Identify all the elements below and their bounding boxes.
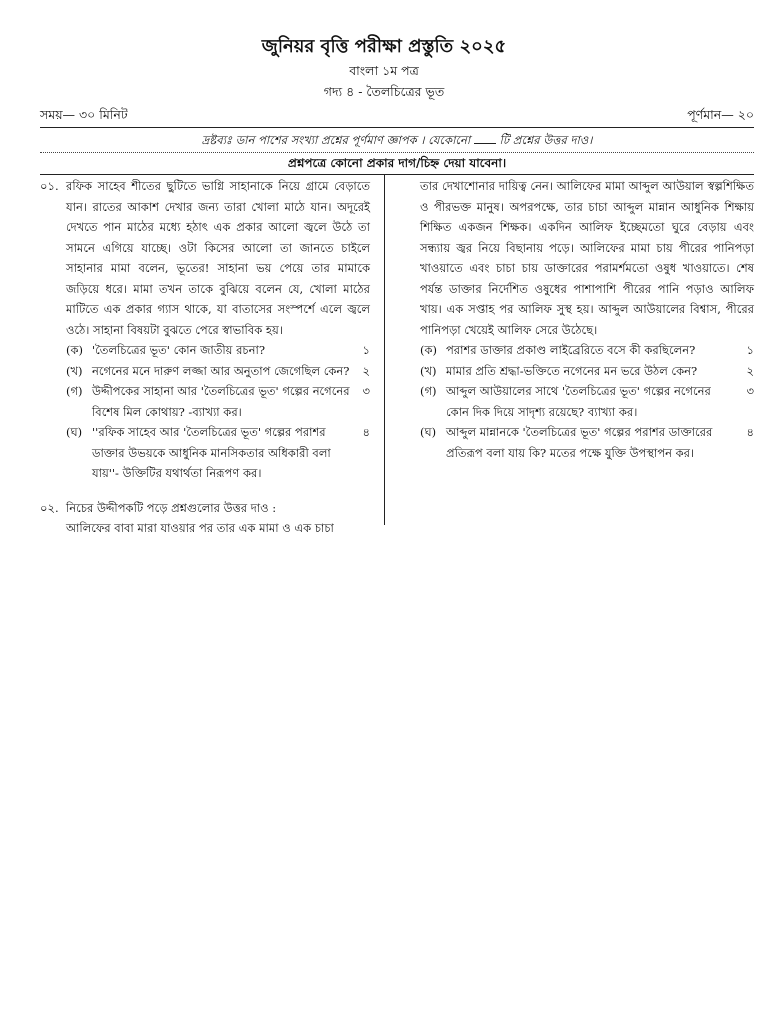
- sub-question: [66, 422, 370, 484]
- instruction-note-end: টি প্রশ্নের উত্তর দাও।: [495, 133, 593, 147]
- sub-question-label: (ঘ): [420, 425, 437, 439]
- sub-question-mark: ২: [362, 363, 370, 378]
- question-1: [40, 176, 370, 484]
- sub-question-text: মামার প্রতি শ্রদ্ধা-ভক্তিতে নগেনের মন ভরে উঠল কেন?: [446, 363, 698, 378]
- sub-question-mark: ১: [746, 343, 754, 357]
- question-stem-start: আলিফের বাবা মারা যাওয়ার পর তার এক মামা ও এক চাচা: [66, 521, 334, 535]
- sub-question: [420, 381, 754, 422]
- right-column: [420, 176, 754, 463]
- sub-question: [420, 422, 754, 463]
- sub-question-text: পরাশর ডাক্তার প্রকাণ্ড লাইব্রেরিতে বসে কী করছিলেন?: [446, 343, 696, 357]
- question-gap: [40, 484, 370, 498]
- sub-question: [66, 381, 370, 422]
- exam-meta-row: [40, 107, 754, 127]
- sub-question: [420, 340, 754, 361]
- sub-question-label: (ক): [66, 343, 84, 357]
- question-stem-continued: তার দেখাশোনার দায়িত্ব নেন। আলিফের মামা আব্দুল আউয়াল স্বল্পশিক্ষিত ও পীরভক্ত মানুষ। অপরপক্ষে, তার চাচা আব্দুল মান্নান আধুনিক শিক্ষায় শিক্ষিত একজন শিক্ষক। একদিন আলিফ ইচ্ছেমতো ঘুরে বেড়ায় এবং সন্ধ্যায় জ্বর নিয়ে বিছানায় পড়ে। আলিফের মামা চায় পীরের পানিপড়া খাওয়াতে এবং চাচা চায় ডাক্তারের পরামর্শমতো ওষুধ খাওয়াতে। শেষ পর্যন্ত ডাক্তার নির্দেশিত ওষুধের পাশাপাশি পীরের পানি পড়াও আলিফ খায়। এক সপ্তাহ পর আলিফ সুস্থ হয়। আব্দুল আউয়ালের বিশ্বাস, পীরের পানিপড়া খেয়েই আলিফ সেরে উঠেছে।: [420, 179, 754, 337]
- exam-time: সময়— ৩০ মিনিট: [40, 107, 128, 122]
- sub-question-text: উদ্দীপকের সাহানা আর 'তৈলচিত্রের ভূত' গল্পের নগেনের বিশেষ মিল কোথায়? -ব্যাখ্যা কর।: [92, 384, 350, 419]
- sub-question-label: (খ): [420, 363, 437, 378]
- sub-question: [66, 340, 370, 361]
- answer-count-blank: [474, 133, 496, 144]
- question-2: [40, 498, 370, 539]
- sub-question-label: (গ): [66, 384, 83, 398]
- topic-line: গদ্য ৪ - তৈলচিত্রের ভূত: [323, 84, 445, 99]
- subject-line: বাংলা ১ম পত্র: [349, 63, 419, 78]
- sub-question: [420, 361, 754, 382]
- sub-question-label: (গ): [420, 384, 437, 398]
- exam-header: [0, 34, 768, 102]
- divider-questions: [40, 174, 754, 175]
- instruction-note: [40, 131, 754, 149]
- sub-question-label: (ক): [420, 343, 438, 357]
- sub-question: [66, 361, 370, 382]
- exam-title: জুনিয়র বৃত্তি পরীক্ষা প্রস্তুতি ২০২৫: [261, 36, 507, 57]
- sub-question-label: (ঘ): [66, 425, 83, 439]
- sub-question-mark: ৩: [746, 384, 754, 398]
- question-instruction: নিচের উদ্দীপকটি পড়ে প্রশ্নগুলোর উত্তর দাও :: [66, 500, 277, 515]
- column-divider: [384, 175, 385, 525]
- sub-question-text: আব্দুল আউয়ালের সাথে 'তৈলচিত্রের ভূত' গল্পের নগেনের কোন দিক দিয়ে সাদৃশ্য রয়েছে? ব্যাখ্যা কর।: [446, 384, 711, 419]
- left-column: [40, 176, 370, 539]
- divider-top: [40, 127, 754, 128]
- sub-question-label: (খ): [66, 363, 83, 378]
- sub-question-mark: ৩: [362, 384, 370, 398]
- sub-question-text: আব্দুল মান্নানকে 'তৈলচিত্রের ভূত' গল্পের পরাশর ডাক্তারের প্রতিরূপ বলা যায় কি? মতের পক্ষে যুক্তি উপস্থাপন কর।: [446, 425, 713, 460]
- sub-question-text: ''রফিক সাহেব আর 'তৈলচিত্রের ভূত' গল্পের পরাশর ডাক্তার উভয়কে আধুনিক মানসিকতার অধিকারী বলা যায়''- উক্তিটির যথার্থতা নিরূপণ কর।: [92, 425, 331, 480]
- sub-question-mark: ৪: [746, 425, 754, 439]
- sub-question-mark: ৪: [362, 425, 370, 439]
- sub-question-mark: ২: [746, 363, 754, 378]
- sub-question-mark: ১: [362, 343, 370, 357]
- instruction-note-start: দ্রষ্টব্যঃ ডান পাশের সংখ্যা প্রশ্নের পূর্ণমাণ জ্ঞাপক । যেকোনো: [201, 133, 474, 147]
- question-number: ০২.: [40, 500, 59, 515]
- sub-question-text: নগেনের মনে দারুণ লজ্জা আর অনুতাপ জেগেছিল কেন?: [92, 363, 350, 378]
- question-stem: রফিক সাহেব শীতের ছুটিতে ভাগ্নি সাহানাকে নিয়ে গ্রামে বেড়াতে যান। রাতের আকাশ দেখার জন্য তারা খোলা মাঠে যান। অদূরেই দেখতে পান মাঠের মধ্যে হঠাৎ এক প্রকার আলো জ্বলে উঠে তা সামনে এগিয়ে যাচ্ছে। ওটা কিসের আলো তা জানতে চাইলে সাহানার মামা বলেন, ভূতের! সাহানা ভয় পেয়ে তার মামাকে জড়িয়ে ধরে। মামা তখন তাকে বুঝিয়ে বলেন যে, খোলা মাঠের মাটিতে এক প্রকার গ্যাস থাকে, যা বাতাসের সংস্পর্শে এলে জ্বলে ওঠে। সাহানা বিষয়টা বুঝতে পেরে স্বাভাবিক হয়।: [66, 179, 370, 337]
- divider-dotted: [40, 152, 754, 153]
- no-marking-warning: প্রশ্নপত্রে কোনো প্রকার দাগ/চিহ্ন দেয়া যাবেনা।: [287, 156, 507, 170]
- question-number: ০১.: [40, 179, 59, 193]
- sub-question-text: 'তৈলচিত্রের ভূত' কোন জাতীয় রচনা?: [92, 343, 266, 357]
- full-marks: পূর্ণমান— ২০: [687, 107, 754, 122]
